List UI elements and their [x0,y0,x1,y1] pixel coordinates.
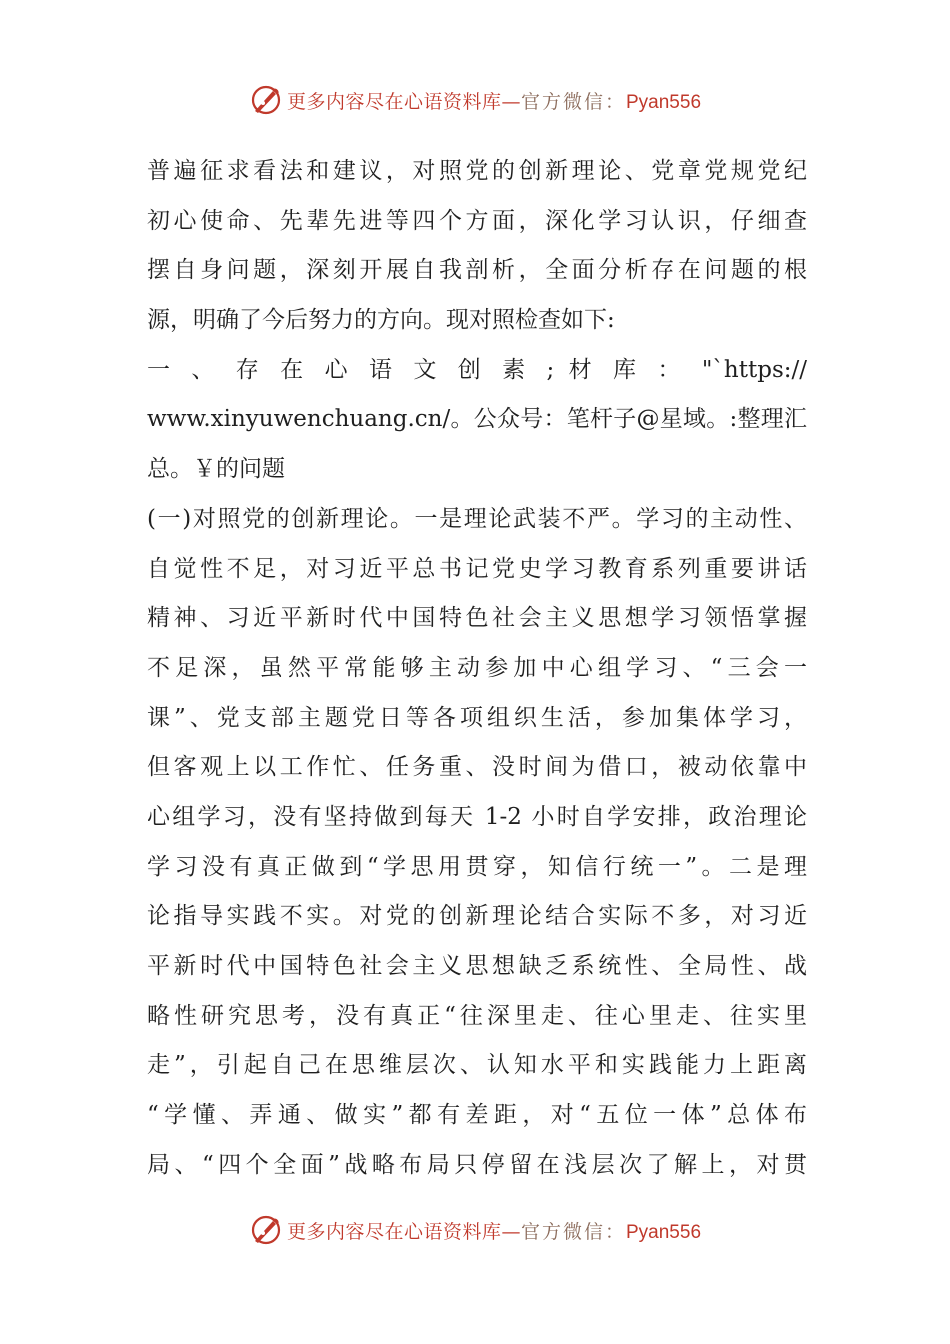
body-line: 学习没有真正做到“学思用贯穿，知信行统一”。二是理 [147,853,807,880]
footer-site-name: 更多内容尽在心语资料库 [286,1220,502,1243]
footer-official-label: 官方微信： [520,1220,626,1243]
body-line: 平新时代中国特色社会主义思想缺乏系统性、全局性、战 [147,953,807,979]
quill-logo-icon [249,83,283,117]
body-line: 心组学习，没有坚持做到每天 1-2 小时自学安排，政治理论 [147,803,807,830]
header-banner [0,80,950,120]
body-line: 课”、党支部主题党日等各项组织生活，参加集体学习， [147,704,807,731]
footer-banner-text [287,1217,701,1244]
body-line: 论指导实践不实。对党的创新理论结合实际不多，对习近 [147,903,807,930]
body-line: 但客观上以工作忙、任务重、没时间为借口，被动依靠中 [147,754,807,781]
header-dash: — [501,90,521,113]
header-banner-text [287,87,701,114]
body-line: 源，明确了今后努力的方向。现对照检查如下: [147,307,615,334]
header-wechat-handle: Pyan556 [626,91,702,113]
body-line: 普遍征求看法和建议，对照党的创新理论、党章党规党纪 [147,158,807,184]
header-site-name: 更多内容尽在心语资料库 [286,90,502,113]
body-line: 初心使命、先辈先进等四个方面，深化学习认识，仔细查 [147,207,807,234]
body-line: www.xinyuwenchuang.cn/。公众号：笔杆子@星域。:整理汇 [147,406,807,433]
footer-dash: — [501,1220,521,1243]
body-line: (一)对照党的创新理论。一是理论武装不严。学习的主动性、 [147,505,807,532]
body-line: “学懂、弄通、做实”都有差距，对“五位一体”总体布 [147,1102,807,1129]
footer-wechat-handle: Pyan556 [626,1221,702,1243]
body-line: 略性研究思考，没有真正“往深里走、往心里走、往实里 [147,1002,807,1029]
body-line: 总。￥的问题 [147,456,285,483]
body-line: 局、“四个全面”战略布局只停留在浅层次了解上，对贯 [147,1151,807,1178]
body-line: 走”，引起自己在思维层次、认知水平和实践能力上距离 [147,1052,807,1079]
body-line: 精神、习近平新时代中国特色社会主义思想学习领悟掌握 [147,605,807,632]
header-official-label: 官方微信： [520,90,626,113]
footer-banner [0,1210,950,1250]
body-line: 一 、 存 在 心 语 文 创 素 ; 材 库 ： "`https:// [147,356,807,383]
document-body [147,147,807,1190]
quill-logo-icon [249,1213,283,1247]
body-line: 摆自身问题，深刻开展自我剖析，全面分析存在问题的根 [147,257,807,284]
body-line: 不足深，虽然平常能够主动参加中心组学习、“三会一 [147,654,807,681]
body-line: 自觉性不足，对习近平总书记党史学习教育系列重要讲话 [147,555,807,582]
